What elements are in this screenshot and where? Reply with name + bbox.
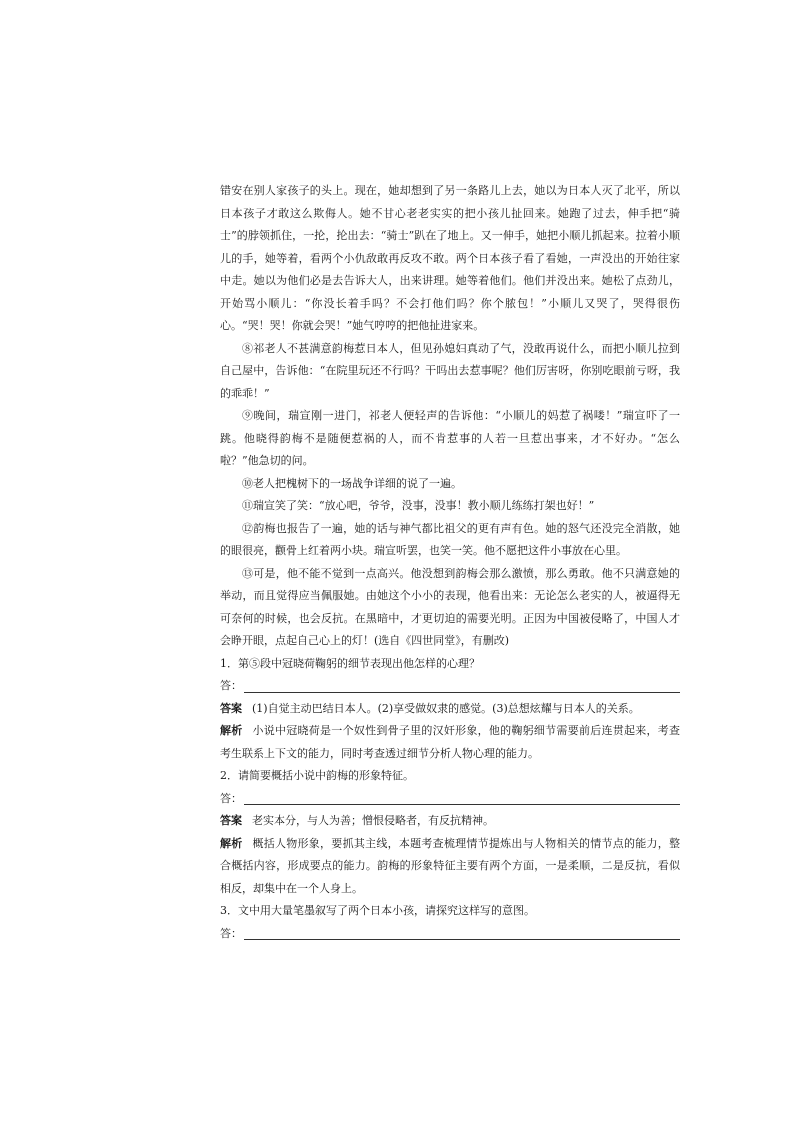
passage (220, 180, 680, 653)
paragraph-11: ⑪瑞宣笑了笑：“放心吧，爷爷，没事，没事！教小顺儿练练打架也好！” (242, 499, 595, 512)
answer-prompt: 答： (220, 679, 242, 692)
question-1-answer (220, 698, 680, 721)
analysis-text: 概括人物形象，要抓其主线，本题考查梳理情节提炼出与人物相关的情节点的能力，整合概括内容，形成要点的能力。韵梅的形象特征主要有两个方面，一是柔顺，二是反抗，看似相反，却集中在一个人身上。 (220, 836, 680, 895)
answer-prompt: 答： (220, 791, 242, 805)
answer-label: 答案 (220, 814, 242, 827)
answer-text: (1)自觉主动巴结日本人。(2)享受做奴隶的感觉。(3)总想炫耀与日本人的关系。 (252, 701, 640, 715)
question-1-text: 1．第⑤段中冠晓荷鞠躬的细节表现出他怎样的心理？ (220, 656, 480, 670)
analysis-label: 解析 (220, 836, 243, 850)
question-2-answer (220, 810, 680, 833)
question-3 (220, 900, 680, 945)
answer-blank[interactable] (244, 790, 680, 805)
question-2-text: 2．请简要概括小说中韵梅的形象特征。 (220, 769, 414, 782)
question-3-text: 3．文中用大量笔墨叙写了两个日本小孩，请探究这样写的意图。 (220, 904, 535, 917)
analysis-text: 小说中冠晓荷是一个奴性到骨子里的汉奸形象，他的鞠躬细节需要前后连贯起来，考查考生联系上下文的能力，同时考查透过细节分析人物心理的能力。 (220, 724, 680, 760)
answer-label: 答案 (220, 701, 242, 715)
answer-blank[interactable] (244, 925, 680, 940)
answer-blank[interactable] (244, 678, 680, 693)
paragraph-8: ⑧祁老人不甚满意韵梅惹日本人，但见孙媳妇真动了气，没敢再说什么，而把小顺儿拉到自己屋中，告诉他：“在院里玩还不行吗？干吗出去惹事呢？他们厉害呀，你别吃眼前亏呀，我的乖乖！” (220, 341, 680, 400)
question-3-answer-line[interactable] (220, 923, 680, 946)
question-1-answer-line[interactable] (220, 675, 680, 698)
paragraph-9: ⑨晚间，瑞宣刚一进门，祁老人便轻声的告诉他：“小顺儿的妈惹了祸喽！”瑞宣吓了一跳。他晓得韵梅不是随便惹祸的人，而不肯惹事的人若一旦惹出事来，才不好办。“怎么啦？”他急切的问。 (220, 409, 680, 467)
question-2-analysis (220, 833, 680, 901)
paragraph-12: ⑫韵梅也报告了一遍，她的话与神气都比祖父的更有声有色。她的怒气还没完全消散，她的眼很亮，颧骨上红着两小块。瑞宣听罢，也笑一笑。他不愿把这件小事放在心里。 (220, 521, 680, 557)
paragraph-7-continued: 错安在别人家孩子的头上。现在，她却想到了另一条路儿上去，她以为日本人灭了北平，所以日本孩子才敢这么欺侮人。她不甘心老老实实的把小孩儿扯回来。她跑了过去，伸手把“骑士”的脖领抓住，一抡，抡出去：“骑士”趴在了地上。又一伸手，她把小顺儿抓起来。拉着小顺儿的手，她等着，看两个小仇敌敢再反攻不敢。两个日本孩子看了看她，一声没出的开始往家中走。她以为他们必是去告诉大人，出来讲理。她等着他们。他们并没出来。她松了点劲儿，开始骂小顺儿：“你没长着手吗？不会打他们吗？你个脓包！”小顺儿又哭了，哭得很伤心。“哭！哭！你就会哭！”她气哼哼的把他扯进家来。 (220, 184, 680, 332)
question-2-answer-line[interactable] (220, 788, 680, 811)
question-2 (220, 765, 680, 900)
answer-text: 老实本分，与人为善；憎恨侵略者，有反抗精神。 (252, 814, 494, 827)
answer-prompt: 答： (220, 926, 242, 940)
analysis-label: 解析 (220, 724, 243, 737)
question-1 (220, 653, 680, 766)
question-1-analysis (220, 720, 680, 765)
paragraph-13: ⑬可是，他不能不觉到一点高兴。他没想到韵梅会那么激愤，那么勇敢。他不只满意她的举动，而且觉得应当佩服她。由她这个小小的表现，他看出来：无论怎么老实的人，被逼得无可奈何的时候，也会反抗。在黑暗中，才更切迫的需要光明。正因为中国被侵略了，中国人才会睁开眼，点起自己心上的灯！(选自《四世同堂》，有删改) (220, 566, 680, 647)
document-page (220, 180, 680, 945)
paragraph-10: ⑩老人把槐树下的一场战争详细的说了一遍。 (242, 476, 462, 490)
